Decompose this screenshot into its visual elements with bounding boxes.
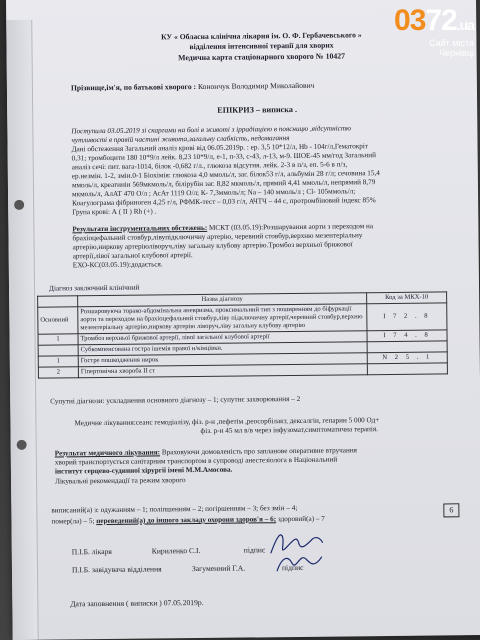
diagnosis-caption: Діагноз заключний клінічний (48, 283, 140, 293)
lab-line: ммоль/л, креатинін 569мкмоль/л, білірубін заг. 8,82 мкмоль/л, прямий 4,41 ммоль/л, непрямий 8,79 (71, 178, 376, 190)
date-label: Дата заповнення ( виписки ) (70, 598, 162, 609)
discharge-transferred: переведений(а) до іншого закладу охорони здоров'я – 6; (96, 515, 277, 526)
logo-tagline: Сайт міста (429, 38, 474, 48)
head-name: Загуменний Г.А. (191, 563, 246, 574)
date-line (70, 598, 203, 608)
document-page (6, 0, 480, 640)
row-code (367, 363, 447, 375)
complications-line: Супутні діагнози: ускладнення основного діагнозу – 1; супутнє захворювання – 2 (50, 394, 301, 406)
row-code: I 7 4 . 8 (367, 330, 447, 342)
table-row (38, 303, 447, 334)
discharge-line: виписаний(а) з: одужанням – 1; поліпшенням – 2; погіршенням – 3; без змін – 4; (51, 503, 298, 515)
instrumental-label: Результати інструментальних обстежень: (72, 223, 208, 234)
treatment-line: Медичне лікування:сеанс гемодіалізу, фіз. р-н ,пефетім ,реосорбілакт, дексалгін, гепарин 5 000 Од+ (74, 416, 380, 428)
row-text: Гіпертонічна хвороба ІІ ст (78, 364, 367, 378)
instrumental-line: артерії,лівої загальної клубової артерії. (72, 251, 193, 261)
hospital-name: КУ « Обласна клінічна лікарня ім. О. Ф. Гербачевського » (161, 30, 362, 42)
lab-line: Дані обстеження Загальний аналіз крові від 06.05.2019р. : ер. 3,5 10*12/л, Hb - 104г/л,Гематокріт (71, 142, 369, 154)
instrumental-line: брахіоцефальний стовбур,лівупідключичну артерію, черевний стовбур,верхню мезентеріальну (72, 231, 363, 243)
blood-group-line: Група крові: А ( II ) Rh (+) . (72, 207, 157, 217)
date-value: 07.05.2019р. (163, 597, 204, 608)
discharge-code-box: 6 (443, 503, 459, 517)
admission-line: Поступила 03.05.2019 зі скаргами на болі в животі з іррадіацією в поясницю ,відсутністю (71, 124, 352, 136)
recommendations-label: Лікувальні рекомендації та режим хворого (55, 476, 186, 486)
discharge-line (51, 515, 325, 527)
logo-wordmark: 0372.ua (394, 4, 474, 37)
department-name: відділення інтенсивної терапії для хворих (189, 40, 334, 52)
logo-city: Чернівці (439, 48, 474, 58)
row-text: Тромбоз верхньої брижової артерії, лівої загальної клубової артерії (78, 331, 367, 345)
main-diagnosis-code: I 7 2 . 8 (367, 303, 447, 331)
main-diagnosis-text: Розшаровуюча торако-абдомінальна аневризма, проксимальний тип з поширенням до біфуркації аорти та переходом на брахіоцефальний стовбур,ліву підключичну артерії,черевний стовбур,верхню мезентеріальну артерію,ниркову артерію ліворуч,ліву загальну клубову артерію (78, 304, 367, 334)
main-diagnosis-label: Основний (38, 307, 78, 334)
discharge-healthy: здоровий(а) – 7 (277, 514, 325, 524)
medical-card-line (97, 51, 427, 63)
result-line: Враховуючи домовленість про запланове оперативне втручання (161, 446, 357, 457)
row-number (38, 345, 78, 356)
row-code: N 2 5 . 1 (367, 352, 447, 364)
patient-name: Конончук Володимир Миколайович (197, 80, 315, 91)
patient-line (71, 81, 315, 93)
head-sign-label: підпис (281, 562, 304, 573)
head-signature (274, 549, 326, 580)
instrumental-line: МСКТ (03.05.19):Розшарування аорти з переходом на (208, 222, 374, 232)
patient-label: Прізвище,ім'я, по батькові хворого : (70, 82, 197, 93)
admission-line: чутливості в правій частині живота,загальну слабкість, недомагання (71, 134, 290, 145)
result-label: Результат медичного лікування: (54, 448, 161, 458)
row-text: Гостре пошкодження нирок (78, 353, 367, 367)
table-header-code: Код за МКХ-10 (367, 292, 447, 304)
result-line: інститут серцево-судинної хірургії імені М.М.Амосова. (54, 465, 233, 476)
site-logo (394, 4, 474, 58)
medical-card-label: Медична карта стаціонарного хворого № (178, 51, 324, 63)
folder-edge (6, 20, 38, 640)
discharge-died: помер(ла) – 5; (51, 517, 95, 526)
table-header-cell (38, 296, 78, 307)
lab-line: Коагулограма фібриноген 4,25 г/л, РФМК-тест – 0,03 г/л, АЧТЧ – 44 с, протромбіновий індекс 85% (72, 196, 376, 208)
lab-line: мкмоль/л, АлАТ 470 О/л ; АсАт 1119 О/л; К- 7,3ммоль/л; Na – 140 ммоль/л ; Cl- 105ммоль/л; (71, 187, 356, 199)
doctor-name: Кириленко С.І. (151, 545, 201, 556)
row-number: 1 (38, 356, 78, 367)
row-number: 2 (38, 367, 78, 378)
lab-line: ер.незмін. 1-2, змін.0-1 Біохімія: глюкоза 4,0 ммоль/л, заг. білок53 г/л, альбумін 28 г/л; сечовина 15,4 (71, 169, 380, 181)
medical-card-number: 10427 (325, 51, 346, 61)
lab-line: аналіз сечі: пит. вага-1014, білок -0,682 г/л., глюкоза відсутня. лейк. 2-3 в п/з, еп. 5-6 в п/з, (71, 160, 348, 172)
head-label: П.І.Б. завідувача відділення (71, 564, 162, 575)
row-text: Субкомпенсована гостра ішемія правої н/кінцівки. (78, 342, 367, 356)
result-line: хворий транспортується санітарним транспортом в супроводі анестезіолога в Національний (54, 455, 338, 467)
diagnosis-table (37, 291, 448, 378)
document-title: ЕПІКРИЗ – виписка . (217, 104, 298, 115)
doctor-sign-label: підпис (243, 545, 266, 555)
row-number: 1 (38, 334, 78, 345)
instrumental-line: артерію,ниркову артеріюліворуч,ліву загальну клубову артерію.Тромбоз верхньої брижової (72, 240, 353, 252)
punch-hole (17, 440, 27, 450)
row-code (367, 341, 447, 353)
treatment-line: фіз. р-н 45 мл в/в через інфузомат,симптоматична терапія. (200, 425, 378, 435)
table-header-name: Назва діагнозу (78, 293, 367, 307)
doctor-label: П.І.Б. лікаря (71, 546, 112, 557)
punch-hole (14, 200, 24, 210)
instrumental-line: ЕХО-КС(03.05.19):додається. (72, 260, 163, 270)
lab-line: 0,31; тромбоцити 180 10*9/л лейк. 8,23 10*9/л, е-1, п-33, с-43, л-13, м-9. ШОЕ-45 мм/год Загальний (71, 151, 376, 163)
